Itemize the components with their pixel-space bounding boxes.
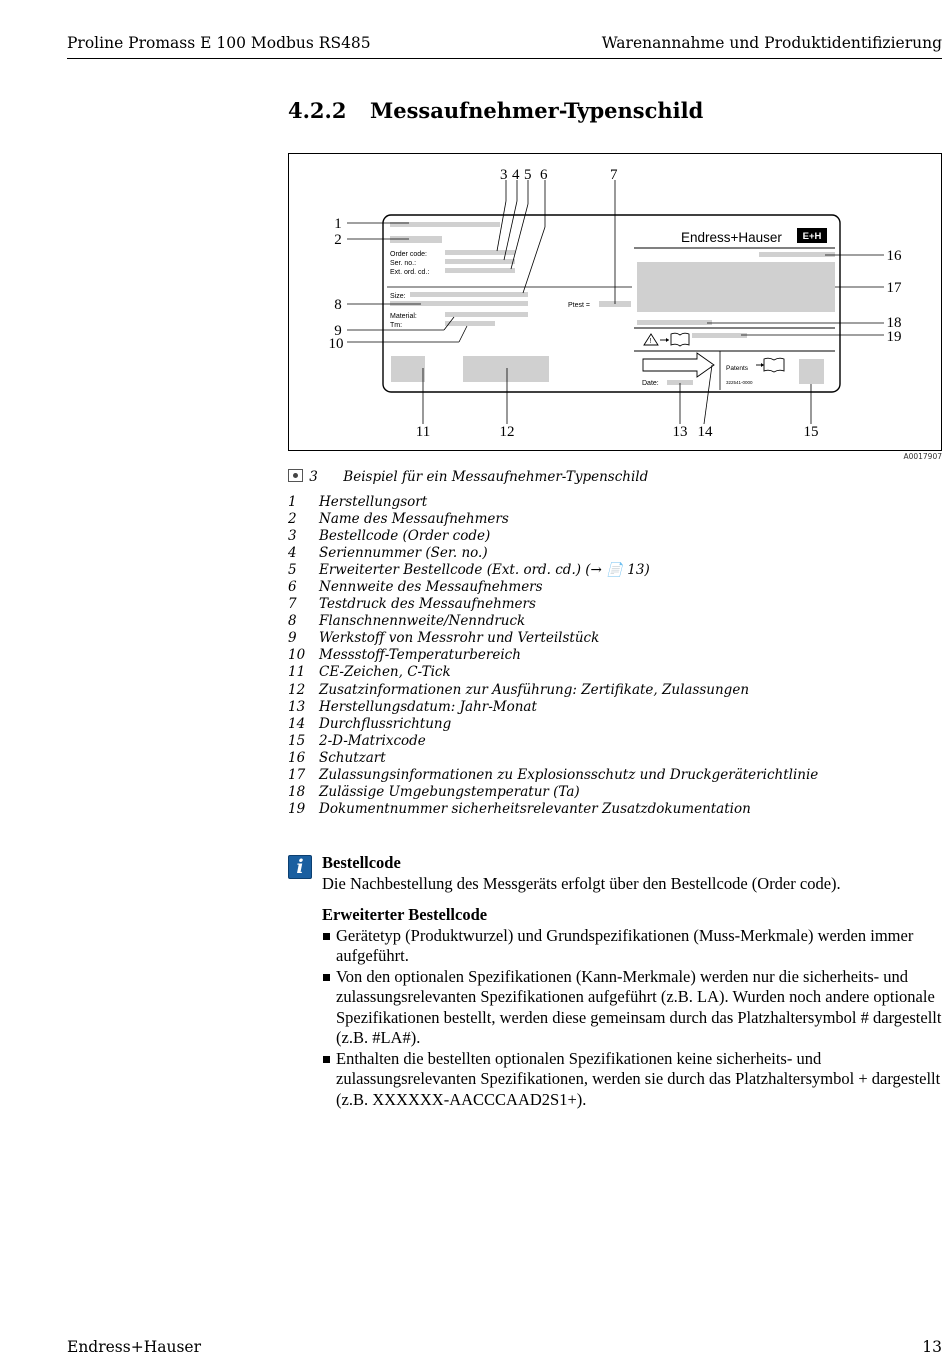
legend-item <box>288 801 818 818</box>
placeholder-ambient-temp <box>637 320 712 325</box>
placeholder-doc-number <box>692 333 747 338</box>
header-rule <box>67 58 942 59</box>
info-bullet: Von den optionalen Spezifikationen (Kann-Merkmale) werden nur die sicherheits- und zulassungsrelevanten Spezifikationen aufgeführt (z.B. LA). Wurden noch andere optionale Spezifikationen bestellt, werden diese gemeinsam durch das Platzhaltersymbol # dargestellt (z.B. #LA#). <box>322 967 942 1049</box>
label-size: Size: <box>390 293 406 300</box>
legend-item <box>288 528 818 545</box>
legend-text: Dokumentnummer sicherheitsrelevanter Zusatzdokumentation <box>319 800 751 817</box>
legend-text: Testdruck des Messaufnehmers <box>319 596 536 613</box>
placeholder-flange <box>390 301 528 306</box>
callout-19: 19 <box>886 329 902 345</box>
legend-text: Herstellungsort <box>319 494 428 510</box>
legend-number: 1 <box>288 494 297 510</box>
label-ptest: Ptest = <box>568 302 590 309</box>
eh-logo-text: E+H <box>802 231 822 242</box>
info-text: Die Nachbestellung des Messgeräts erfolgt über den Bestellcode (Order code). <box>322 873 841 893</box>
info-bullet: Enthalten die bestellten optionalen Spezifikationen keine sicherheits- und zulassungsrelevanten Spezifikationen, werden sie durch das Platzhaltersymbol + dargestellt (z.B. XXXXXX-AACCCAAD2S1+). <box>322 1049 942 1111</box>
legend-text: CE-Zeichen, C-Tick <box>319 664 451 681</box>
legend-number: 3 <box>288 528 297 545</box>
legend-text: Nennweite des Messaufnehmers <box>319 579 543 596</box>
info-title: Bestellcode <box>322 853 401 872</box>
legend-item <box>288 511 818 528</box>
label-date: Date: <box>642 380 659 387</box>
section-heading <box>288 98 703 123</box>
footer-company: Endress+Hauser <box>67 1338 201 1356</box>
legend-item <box>288 767 818 784</box>
header-chapter-title: Warenannahme und Produktidentifizierung <box>601 34 942 52</box>
legend-item <box>288 733 818 750</box>
label-patent-number: 322541-0000 <box>726 380 753 385</box>
figure-legend <box>288 494 818 818</box>
placeholder-size <box>410 292 528 297</box>
legend-item <box>288 699 818 716</box>
placeholder-order-code <box>445 250 515 255</box>
callout-7: 7 <box>610 167 618 183</box>
info-subtitle: Erweiterter Bestellcode <box>322 905 488 924</box>
placeholder-matrix-code <box>799 359 824 384</box>
legend-text: Schutzart <box>319 749 386 766</box>
label-material: Material: <box>390 313 417 320</box>
legend-text: Name des Messaufnehmers <box>319 511 509 528</box>
callout-1: 1 <box>334 216 342 232</box>
callout-6: 6 <box>540 167 548 183</box>
placeholder-ip-rating <box>759 252 835 257</box>
legend-item <box>288 613 818 630</box>
legend-item <box>288 630 818 647</box>
legend-number: 18 <box>288 783 306 800</box>
legend-item <box>288 596 818 613</box>
footer-page-number: 13 <box>922 1338 942 1356</box>
legend-number: 10 <box>288 647 306 664</box>
placeholder-ce-mark <box>391 356 425 382</box>
brand-name: Endress+Hauser <box>681 230 782 245</box>
legend-number: 11 <box>288 664 306 681</box>
legend-number: 14 <box>288 715 306 732</box>
callout-5: 5 <box>524 167 532 183</box>
callout-17: 17 <box>886 280 902 296</box>
legend-number: 9 <box>288 630 297 647</box>
label-ser-no: Ser. no.: <box>390 260 417 267</box>
legend-number: 15 <box>288 732 306 749</box>
legend-text: Erweiterter Bestellcode (Ext. ord. cd.) (→ 📄 13) <box>319 562 650 579</box>
callout-18: 18 <box>886 315 902 331</box>
legend-item <box>288 562 818 579</box>
info-block <box>322 853 942 1110</box>
legend-number: 6 <box>288 579 297 596</box>
callout-4: 4 <box>512 167 520 183</box>
legend-item <box>288 784 818 801</box>
legend-number: 2 <box>288 511 297 528</box>
callout-2: 2 <box>334 232 342 248</box>
label-patents: Patents <box>726 365 749 372</box>
legend-number: 19 <box>288 800 306 817</box>
legend-text: Herstellungsdatum: Jahr-Monat <box>319 698 537 715</box>
callout-16: 16 <box>886 248 902 264</box>
legend-text: Messstoff-Temperaturbereich <box>319 647 521 664</box>
info-icon: i <box>288 855 312 879</box>
legend-number: 4 <box>288 545 297 562</box>
legend-item <box>288 545 818 562</box>
placeholder-ext-ord-cd <box>445 268 515 273</box>
placeholder-sensor-name <box>390 236 442 243</box>
legend-number: 5 <box>288 562 297 579</box>
legend-number: 8 <box>288 613 297 630</box>
header-product-name: Proline Promass E 100 Modbus RS485 <box>67 34 371 52</box>
legend-item <box>288 716 818 733</box>
label-ext-ord-cd: Ext. ord. cd.: <box>390 269 430 276</box>
nameplate-drawing <box>289 154 943 452</box>
legend-item <box>288 647 818 664</box>
callout-13: 13 <box>672 424 688 440</box>
legend-text: 2-D-Matrixcode <box>319 732 426 749</box>
legend-number: 13 <box>288 698 306 715</box>
nameplate-figure <box>288 153 942 451</box>
legend-number: 12 <box>288 681 306 698</box>
legend-number: 16 <box>288 749 306 766</box>
figure-icon <box>288 469 303 482</box>
figure-caption <box>288 468 648 485</box>
callout-3: 3 <box>500 167 508 183</box>
legend-item <box>288 579 818 596</box>
legend-text: Durchflussrichtung <box>319 715 452 732</box>
legend-text: Zulassungsinformationen zu Explosionsschutz und Druckgeräterichtlinie <box>319 766 819 783</box>
legend-item <box>288 494 818 511</box>
legend-text: Werkstoff von Messrohr und Verteilstück <box>319 630 600 647</box>
callout-15: 15 <box>803 424 819 440</box>
legend-item <box>288 664 818 681</box>
callout-9: 9 <box>334 323 342 339</box>
warning-icon-mark: ! <box>649 338 652 345</box>
callout-11: 11 <box>415 424 431 440</box>
figure-id: A0017907 <box>903 452 942 461</box>
placeholder-ser-no <box>445 259 515 264</box>
caption-number: 3 <box>309 469 318 485</box>
callout-12: 12 <box>499 424 515 440</box>
placeholder-additional-info <box>463 356 549 382</box>
legend-text: Seriennummer (Ser. no.) <box>319 545 488 562</box>
legend-number: 17 <box>288 766 306 783</box>
caption-text: Beispiel für ein Messaufnehmer-Typenschild <box>343 469 649 485</box>
placeholder-tm <box>445 321 495 326</box>
legend-item <box>288 682 818 699</box>
callout-8: 8 <box>334 297 342 313</box>
label-tm: Tm: <box>390 322 403 329</box>
legend-number: 7 <box>288 596 297 613</box>
placeholder-material <box>445 312 528 317</box>
legend-text: Bestellcode (Order code) <box>319 528 491 545</box>
legend-text: Zulässige Umgebungstemperatur (Ta) <box>319 783 580 800</box>
section-number: 4.2.2 <box>288 98 347 123</box>
legend-item <box>288 750 818 767</box>
legend-text: Zusatzinformationen zur Ausführung: Zertifikate, Zulassungen <box>319 681 750 698</box>
section-title: Messaufnehmer-Typenschild <box>370 98 704 123</box>
callout-14: 14 <box>697 424 713 440</box>
info-bullet: Gerätetyp (Produktwurzel) und Grundspezifikationen (Muss-Merkmale) werden immer aufgeführt. <box>322 926 942 967</box>
callout-10: 10 <box>328 336 344 352</box>
label-order-code: Order code: <box>390 251 427 258</box>
legend-text: Flanschnennweite/Nenndruck <box>319 613 526 630</box>
placeholder-approvals <box>637 262 835 312</box>
